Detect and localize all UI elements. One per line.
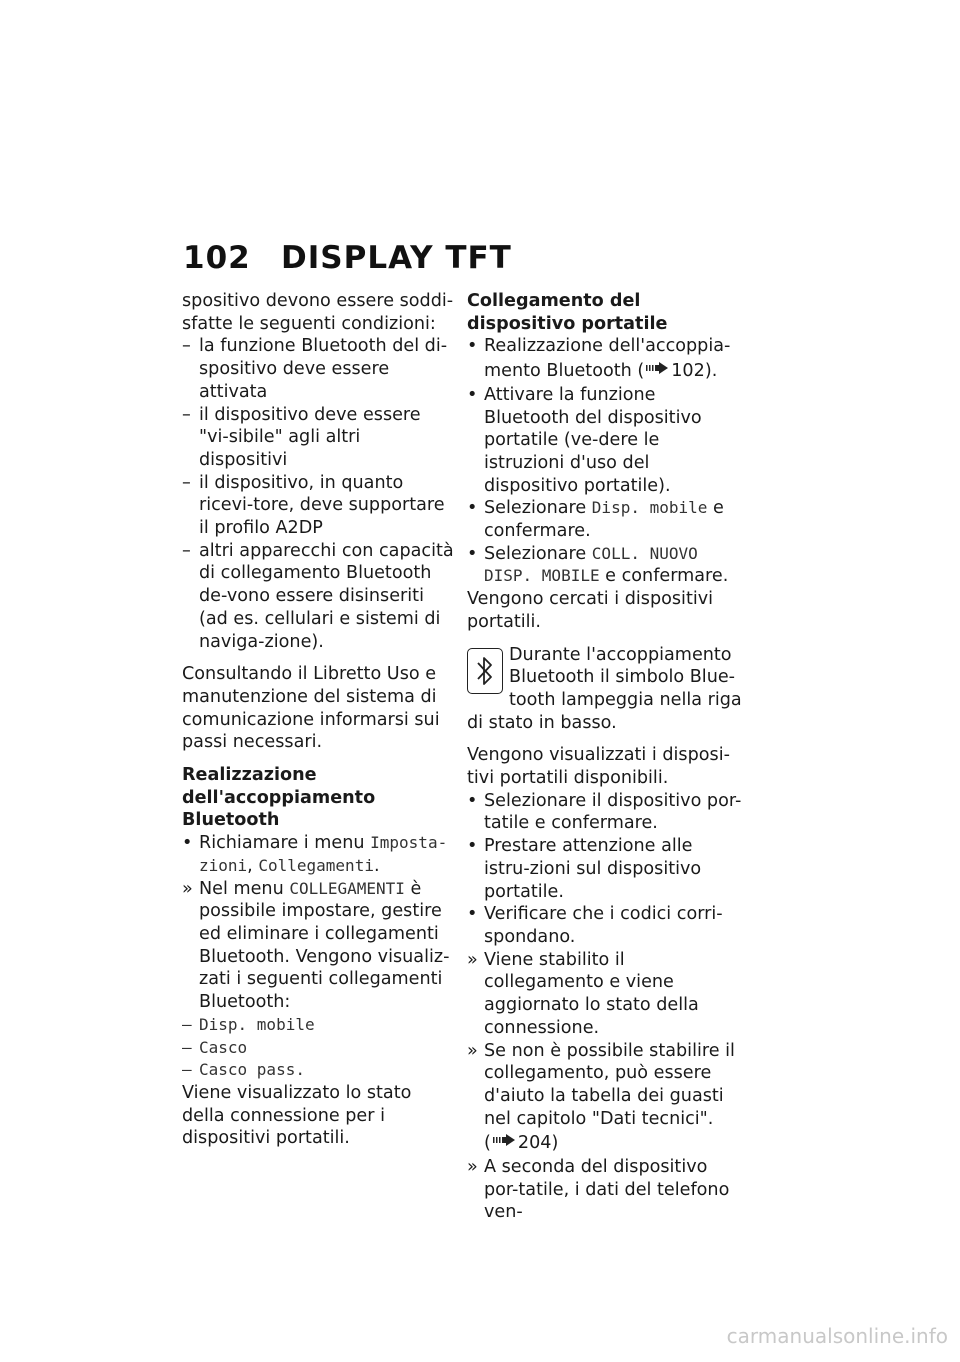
intro-text: spositivo devono essere soddi-sfatte le seguenti condizioni: <box>182 291 454 334</box>
step-text: Selezionare <box>484 543 592 564</box>
page-reference-arrow-icon <box>493 1130 515 1153</box>
connection-name: Casco pass. <box>199 1060 305 1080</box>
step-item <box>467 497 742 542</box>
connection-name: Disp. mobile <box>199 1014 315 1034</box>
connection-item <box>182 1059 454 1082</box>
closing-text: Viene visualizzato lo stato della connessione per i dispositivi portatili. <box>182 1082 412 1149</box>
step-item <box>467 384 742 498</box>
available-devices-text: Vengono visualizzati i disposi-tivi portatili disponibili. <box>467 745 730 789</box>
punctuation: ) <box>551 1133 559 1154</box>
step-item <box>467 903 742 948</box>
step-item <box>467 790 742 835</box>
menu-name: COLL. NUOVO DISP. MOBILE <box>484 543 698 586</box>
step-item <box>467 543 742 588</box>
bullet-marker: • <box>467 384 478 405</box>
condition-item <box>182 472 454 540</box>
condition-text: il dispositivo, in quanto ricevi-tore, deve supportare il profilo A2DP <box>199 472 445 539</box>
condition-item <box>182 335 454 403</box>
bullet-marker: • <box>182 833 193 854</box>
menu-name: Disp. mobile <box>591 498 708 518</box>
step-text: Selezionare <box>484 498 592 519</box>
watermark: carmanualsonline.info <box>726 1324 948 1348</box>
step-text: Prestare attenzione alle istru-zioni sul dispositivo portatile. <box>484 836 702 902</box>
step-item <box>182 832 454 877</box>
step-text: e confermare. <box>599 566 729 587</box>
bullet-marker: • <box>467 498 478 519</box>
dash-marker: – <box>182 1037 192 1057</box>
section-title: DISPLAY TFT <box>281 240 512 276</box>
condition-item <box>182 404 454 472</box>
result-marker: » <box>467 949 478 970</box>
result-item <box>467 1156 742 1224</box>
right-column <box>467 290 742 1224</box>
note-text: Durante l'accoppiamento Bluetooth il simbolo Blue-tooth lampeggia nella riga di stato in basso. <box>467 644 742 733</box>
dash-marker: – <box>182 1060 192 1080</box>
punctuation: ). <box>704 360 718 381</box>
step-text: Verificare che i codici corri-spondano. <box>484 904 723 947</box>
punctuation: . <box>373 855 380 876</box>
left-column <box>182 290 454 1150</box>
condition-text: altri apparecchi con capacità di collegamento Bluetooth de-vono essere disinseriti (ad es. cellulari e sistemi di naviga-zione). <box>199 540 454 652</box>
condition-text: il dispositivo deve essere "vi-sibile" agli altri dispositivi <box>199 404 421 470</box>
result-marker: » <box>467 1157 478 1178</box>
result-text: Viene stabilito il collegamento e viene aggiornato lo stato della connessione. <box>484 949 699 1038</box>
page-ref-number: 204 <box>517 1133 552 1154</box>
step-text: e confermare. <box>484 498 724 542</box>
result-text: è possibile impostare, gestire ed eliminare i collegamenti Bluetooth. Vengono visualiz-zati i seguenti collegamenti Bluetooth: <box>199 878 450 1013</box>
menu-name: Imposta-zioni <box>199 833 448 875</box>
step-item <box>467 835 742 903</box>
condition-text: la funzione Bluetooth del di-spositivo deve essere attivata <box>199 336 448 402</box>
bullet-marker: • <box>467 836 478 857</box>
result-item <box>467 949 742 1040</box>
condition-item <box>182 540 454 654</box>
search-info-text: Vengono cercati i dispositivi portatili. <box>467 589 714 632</box>
step-text: Attivare la funzione Bluetooth del dispositivo portatile (ve-dere le istruzioni d'uso del dispositivo portatile). <box>484 384 702 496</box>
step-item <box>467 335 742 383</box>
section-heading-pairing: Realizzazione dell'accoppiamento Bluetooth <box>182 765 376 831</box>
dash-marker: – <box>182 336 191 357</box>
bluetooth-note <box>467 644 742 735</box>
result-text: A seconda del dispositivo por-tatile, i dati del telefono ven- <box>484 1157 730 1223</box>
step-text: Richiamare i menu <box>199 833 371 854</box>
section-heading-connect: Collegamento del dispositivo portatile <box>467 291 668 334</box>
result-text: Se non è possibile stabilire il collegamento, può essere d'aiuto la tabella dei guasti nel capitolo "Dati tecnici". <box>484 1040 735 1129</box>
connection-item <box>182 1037 454 1060</box>
dash-marker: – <box>182 404 191 425</box>
result-marker: » <box>467 1040 478 1061</box>
info-paragraph: Consultando il Libretto Uso e manutenzione del sistema di comunicazione informarsi sui passi necessari. <box>182 664 440 753</box>
bullet-marker: • <box>467 543 478 564</box>
page-header <box>183 240 512 276</box>
step-text: Selezionare il dispositivo por-tatile e confermare. <box>484 790 742 834</box>
menu-name: Collegamenti <box>258 855 374 875</box>
page-ref-number: 102 <box>671 360 705 381</box>
result-marker: » <box>182 878 193 899</box>
connection-name: Casco <box>199 1037 248 1057</box>
page-number: 102 <box>183 240 251 276</box>
bluetooth-icon <box>467 648 503 694</box>
connection-item <box>182 1014 454 1037</box>
result-item: » Se non è possibile stabilire il collegamento, può essere d'aiuto la tabella dei guasti nel capitolo "Dati tecnici". ( 204) <box>467 1040 735 1154</box>
bullet-marker: • <box>467 336 478 357</box>
bullet-marker: • <box>467 790 478 811</box>
dash-marker: – <box>182 472 191 493</box>
bullet-marker: • <box>467 904 478 925</box>
page-reference-arrow-icon <box>646 358 668 381</box>
menu-name: COLLEGAMENTI <box>289 878 405 898</box>
dash-marker: – <box>182 1014 192 1034</box>
result-text: Nel menu <box>199 878 290 899</box>
step-text: Realizzazione dell'accoppia-mento Bluetooth ( <box>484 336 731 381</box>
dash-marker: – <box>182 540 191 561</box>
result-item <box>182 878 454 1014</box>
separator: , <box>247 855 259 876</box>
